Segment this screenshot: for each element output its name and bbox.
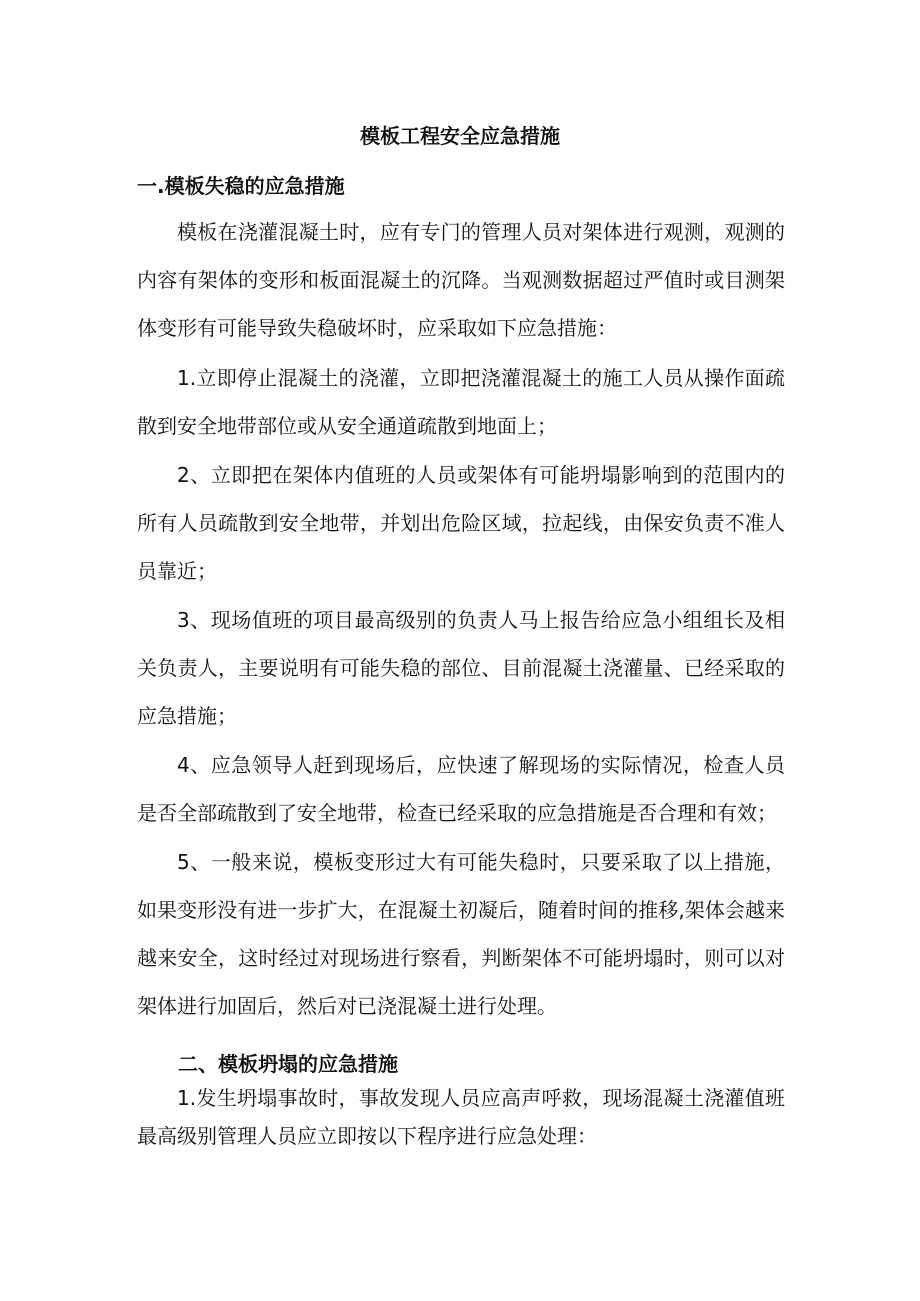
section1-item-2: 2、立即把在架体内值班的人员或架体有可能坍塌影响到的范围内的所有人员疏散到安全地带，并划出危险区域，拉起线，由保安负责不准人员靠近； [137, 463, 785, 583]
section1-item-3: 3、现场值班的项目最高级别的负责人马上报告给应急小组组长及相关负责人，主要说明有可能失稳的部位、目前混凝土浇灌量、已经采取的应急措施； [137, 608, 785, 728]
section1-item-1: 1.立即停止混凝土的浇灌，立即把浇灌混凝土的施工人员从操作面疏散到安全地带部位或从安全通道疏散到地面上； [137, 366, 785, 438]
section1-intro-paragraph: 模板在浇灌混凝土时，应有专门的管理人员对架体进行观测，观测的内容有架体的变形和板面混凝土的沉降。当观测数据超过严值时或目测架体变形有可能导致失稳破坏时，应采取如下应急措施： [137, 220, 785, 340]
section-heading-2: 二、模板坍塌的应急措施 [178, 1052, 398, 1076]
section2-item-1: 1.发生坍塌事故时，事故发现人员应高声呼救，现场混凝土浇灌值班最高级别管理人员应立即按以下程序进行应急处理： [137, 1086, 785, 1148]
section-heading-1: 一.模板失稳的应急措施 [137, 174, 345, 198]
document-title: 模板工程安全应急措施 [360, 124, 560, 148]
section1-item-4: 4、应急领导人赶到现场后，应快速了解现场的实际情况，检查人员是否全部疏散到了安全地带，检查已经采取的应急措施是否合理和有效； [137, 753, 785, 825]
section1-item-5: 5、一般来说，模板变形过大有可能失稳时，只要采取了以上措施，如果变形没有进一步扩大，在混凝土初凝后，随着时间的推移,架体会越来越来安全，这时经过对现场进行察看，判断架体不可能坍塌时，则可以对架体进行加固后，然后对已浇混凝土进行处理。 [137, 850, 785, 1018]
